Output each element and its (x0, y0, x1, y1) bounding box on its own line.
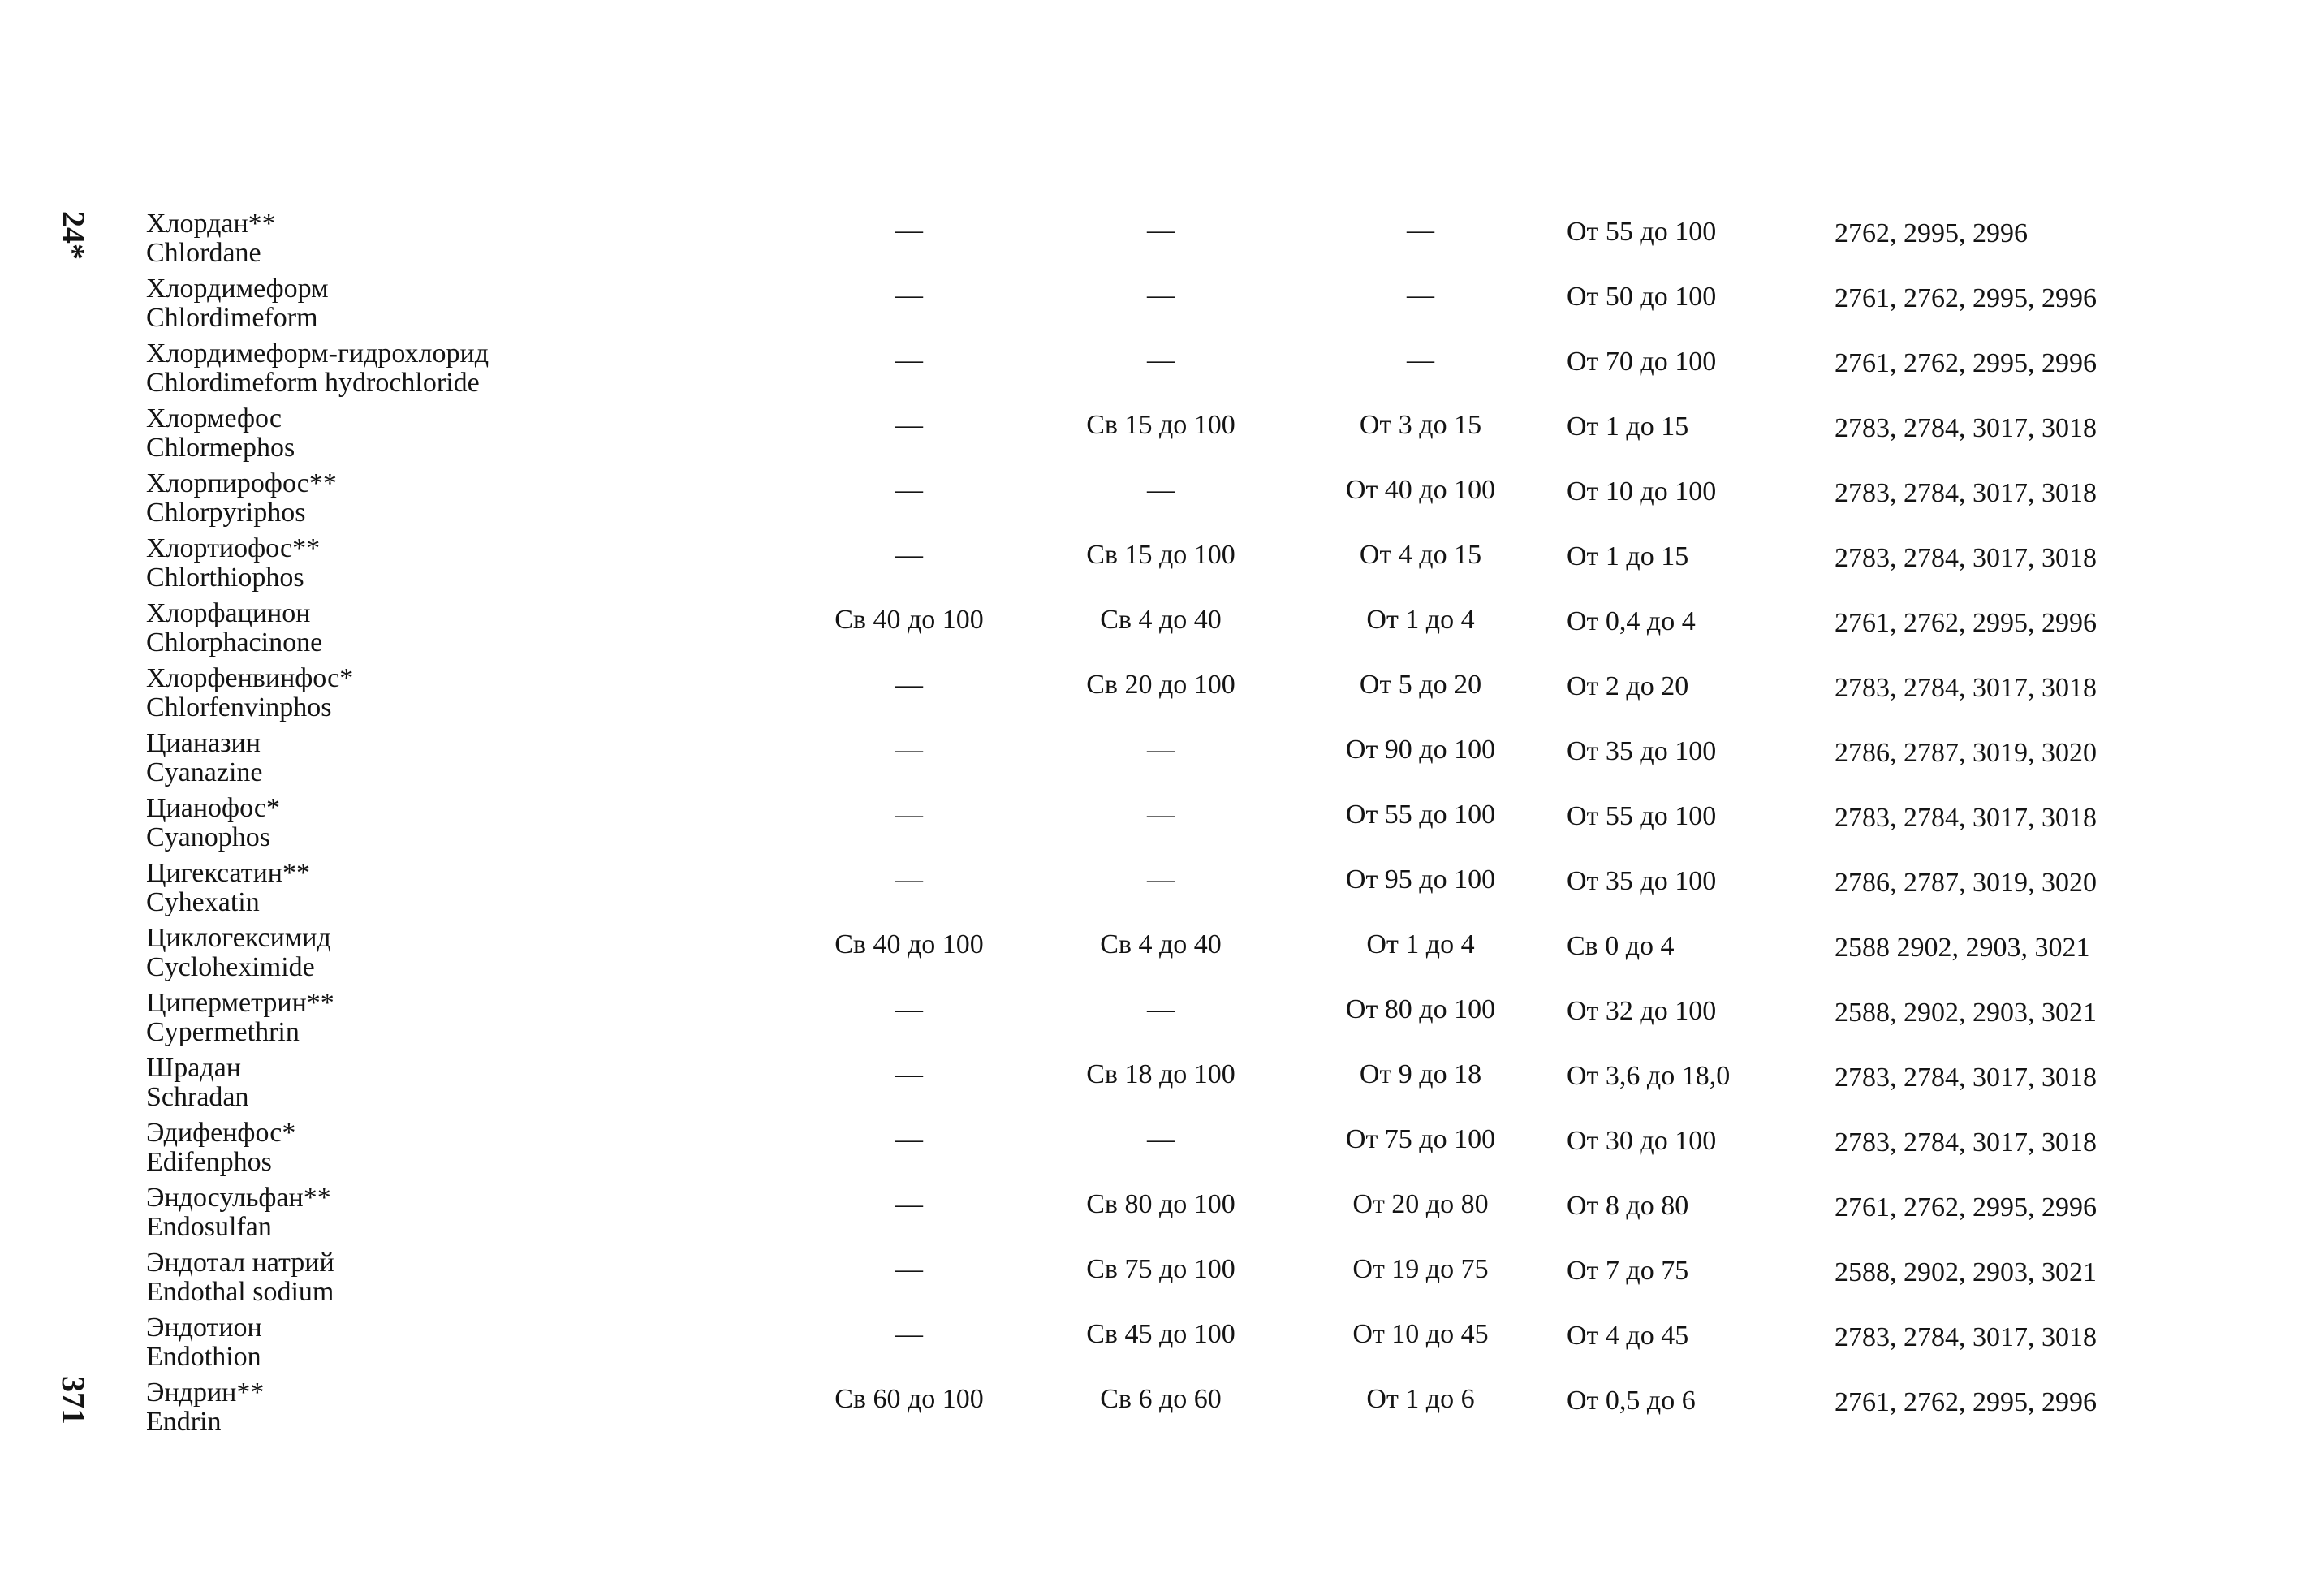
substance-name-en: Chlormephos (146, 433, 295, 463)
class-4-value: От 32 до 100 (1567, 996, 1717, 1026)
table-row (138, 1184, 2184, 1248)
substance-name-ru: Эндотион (146, 1313, 262, 1343)
substance-name-en: Schradan (146, 1082, 249, 1112)
substance-name-en: Endothion (146, 1342, 261, 1372)
class-2-value: Св 4 до 40 (1100, 605, 1222, 635)
substance-name-en: Cycloheximide (146, 952, 315, 982)
class-1-value: — (895, 1254, 923, 1284)
substance-name-en: Chlorfenvinphos (146, 692, 332, 722)
class-1-value: Св 40 до 100 (834, 605, 984, 635)
class-2-value: Св 15 до 100 (1086, 540, 1235, 570)
substance-name-en: Cyanophos (146, 822, 270, 852)
substance-name-ru: Хлортиофос** (146, 533, 321, 563)
class-3-value: От 10 до 45 (1352, 1319, 1489, 1349)
class-2-value: Св 80 до 100 (1086, 1189, 1235, 1219)
substance-name-ru: Цианазин (146, 728, 261, 758)
class-2-value: Св 15 до 100 (1086, 410, 1235, 440)
class-3-value: От 95 до 100 (1345, 864, 1496, 895)
class-2-value: — (1147, 994, 1175, 1024)
class-4-value: От 55 до 100 (1567, 217, 1717, 247)
substance-name (146, 599, 763, 658)
substance-name-ru: Хлордимеформ-гидрохлорид (146, 338, 489, 369)
class-3-value: От 3 до 15 (1359, 410, 1482, 440)
reference-numbers: 2783, 2784, 3017, 3018 (1835, 413, 2097, 443)
substance-name-en: Endothal sodium (146, 1277, 334, 1307)
page-number: 371 (55, 1376, 92, 1425)
substance-name-ru: Хлорфацинон (146, 598, 311, 628)
class-4-value: От 7 до 75 (1567, 1256, 1689, 1286)
substance-name (146, 1313, 763, 1372)
class-3-value: От 20 до 80 (1352, 1189, 1489, 1219)
reference-numbers: 2783, 2784, 3017, 3018 (1835, 673, 2097, 703)
class-1-value: — (895, 280, 923, 310)
class-2-value: Св 4 до 40 (1100, 929, 1222, 959)
class-4-value: От 35 до 100 (1567, 866, 1717, 896)
substance-name (146, 339, 763, 398)
class-4-value: От 4 до 45 (1567, 1321, 1689, 1351)
reference-numbers: 2588 2902, 2903, 3021 (1835, 933, 2090, 963)
class-1-value: — (895, 1189, 923, 1219)
substance-name-ru: Эндрин** (146, 1378, 265, 1408)
class-2-value: — (1147, 864, 1175, 895)
class-2-value: Св 75 до 100 (1086, 1254, 1235, 1284)
class-2-value: — (1147, 735, 1175, 765)
class-4-value: От 10 до 100 (1567, 476, 1717, 507)
substance-name (146, 1184, 763, 1242)
substance-name (146, 1378, 763, 1437)
substance-name (146, 1054, 763, 1112)
reference-numbers: 2588, 2902, 2903, 3021 (1835, 998, 2097, 1028)
page-signature-mark: 24* (55, 211, 92, 260)
substance-name-en: Chlorpyriphos (146, 498, 306, 528)
class-4-value: От 0,4 до 4 (1567, 606, 1696, 636)
substance-name-ru: Хлорфенвинфос* (146, 663, 354, 693)
substance-name-ru: Хлормефос (146, 403, 282, 433)
substance-name-en: Cypermethrin (146, 1017, 300, 1047)
table-row (138, 1119, 2184, 1184)
reference-numbers: 2783, 2784, 3017, 3018 (1835, 478, 2097, 508)
class-4-value: От 35 до 100 (1567, 736, 1717, 766)
class-4-value: От 1 до 15 (1567, 541, 1689, 571)
class-2-value: — (1147, 1124, 1175, 1154)
substance-name-en: Chlorthiophos (146, 563, 304, 593)
table-row (138, 1313, 2184, 1378)
class-3-value: От 4 до 15 (1359, 540, 1482, 570)
class-3-value: От 1 до 4 (1366, 929, 1475, 959)
class-3-value: От 55 до 100 (1345, 800, 1496, 830)
class-1-value: — (895, 475, 923, 505)
class-4-value: От 8 до 80 (1567, 1191, 1689, 1221)
class-3-value: — (1407, 345, 1434, 375)
reference-numbers: 2786, 2787, 3019, 3020 (1835, 738, 2097, 768)
table-row (138, 339, 2184, 404)
substance-name-ru: Цианофос* (146, 793, 281, 823)
substance-name (146, 989, 763, 1047)
class-1-value: — (895, 670, 923, 700)
reference-numbers: 2786, 2787, 3019, 3020 (1835, 868, 2097, 898)
class-2-value: — (1147, 345, 1175, 375)
class-4-value: От 50 до 100 (1567, 282, 1717, 312)
class-1-value: — (895, 410, 923, 440)
table-row (138, 664, 2184, 729)
substance-name (146, 209, 763, 268)
substance-name-ru: Циперметрин** (146, 988, 334, 1018)
table-row (138, 989, 2184, 1054)
substance-name (146, 664, 763, 722)
class-2-value: — (1147, 800, 1175, 830)
substance-name (146, 1248, 763, 1307)
table-row (138, 534, 2184, 599)
table-row (138, 1378, 2184, 1443)
substance-name (146, 274, 763, 333)
class-3-value: От 90 до 100 (1345, 735, 1496, 765)
substance-name-ru: Цигексатин** (146, 858, 310, 888)
class-1-value: — (895, 215, 923, 245)
substance-name (146, 729, 763, 787)
substance-name-en: Edifenphos (146, 1147, 272, 1177)
reference-numbers: 2783, 2784, 3017, 3018 (1835, 1063, 2097, 1093)
class-4-value: От 2 до 20 (1567, 671, 1689, 701)
substance-name (146, 924, 763, 982)
class-4-value: От 30 до 100 (1567, 1126, 1717, 1156)
reference-numbers: 2761, 2762, 2995, 2996 (1835, 1192, 2097, 1222)
class-1-value: — (895, 1124, 923, 1154)
substance-name (146, 469, 763, 528)
substance-name-en: Chlorphacinone (146, 627, 323, 658)
reference-numbers: 2761, 2762, 2995, 2996 (1835, 1387, 2097, 1417)
substance-name-en: Chlordimeform hydrochloride (146, 368, 480, 398)
reference-numbers: 2762, 2995, 2996 (1835, 218, 2028, 248)
substance-name-en: Cyhexatin (146, 887, 260, 917)
substance-name (146, 404, 763, 463)
table-row (138, 794, 2184, 859)
reference-numbers: 2761, 2762, 2995, 2996 (1835, 608, 2097, 638)
reference-numbers: 2761, 2762, 2995, 2996 (1835, 283, 2097, 313)
substance-name-en: Chlordimeform (146, 303, 318, 333)
class-3-value: От 5 до 20 (1359, 670, 1482, 700)
table-row (138, 1054, 2184, 1119)
substance-name (146, 794, 763, 852)
substance-name (146, 1119, 763, 1177)
substance-name-ru: Циклогексимид (146, 923, 331, 953)
table-row (138, 599, 2184, 664)
class-4-value: Св 0 до 4 (1567, 931, 1675, 961)
class-3-value: От 75 до 100 (1345, 1124, 1496, 1154)
class-4-value: От 70 до 100 (1567, 347, 1717, 377)
reference-numbers: 2761, 2762, 2995, 2996 (1835, 348, 2097, 378)
class-4-value: От 3,6 до 18,0 (1567, 1061, 1731, 1091)
class-1-value: — (895, 540, 923, 570)
class-1-value: — (895, 345, 923, 375)
class-3-value: От 40 до 100 (1345, 475, 1496, 505)
class-3-value: От 19 до 75 (1352, 1254, 1489, 1284)
substance-name (146, 859, 763, 917)
class-3-value: От 9 до 18 (1359, 1059, 1482, 1089)
class-3-value: — (1407, 215, 1434, 245)
class-4-value: От 55 до 100 (1567, 801, 1717, 831)
table-row (138, 1248, 2184, 1313)
class-2-value: — (1147, 280, 1175, 310)
substance-name-ru: Эндосульфан** (146, 1183, 331, 1213)
class-3-value: От 1 до 4 (1366, 605, 1475, 635)
class-1-value: — (895, 1319, 923, 1349)
substance-name-en: Chlordane (146, 238, 261, 268)
class-2-value: — (1147, 215, 1175, 245)
class-2-value: Св 45 до 100 (1086, 1319, 1235, 1349)
class-1-value: Св 60 до 100 (834, 1384, 984, 1414)
reference-numbers: 2783, 2784, 3017, 3018 (1835, 1322, 2097, 1352)
table-row (138, 924, 2184, 989)
class-1-value: — (895, 994, 923, 1024)
substance-name-ru: Хлордан** (146, 209, 276, 239)
class-3-value: От 1 до 6 (1366, 1384, 1475, 1414)
table-row (138, 469, 2184, 534)
class-3-value: — (1407, 280, 1434, 310)
table-row (138, 209, 2184, 274)
substance-name-en: Endosulfan (146, 1212, 272, 1242)
class-1-value: Св 40 до 100 (834, 929, 984, 959)
class-1-value: — (895, 864, 923, 895)
substance-name-ru: Эндотал натрий (146, 1248, 334, 1278)
class-1-value: — (895, 735, 923, 765)
reference-numbers: 2783, 2784, 3017, 3018 (1835, 1127, 2097, 1158)
class-2-value: — (1147, 475, 1175, 505)
class-4-value: От 1 до 15 (1567, 412, 1689, 442)
table-row (138, 729, 2184, 794)
reference-numbers: 2588, 2902, 2903, 3021 (1835, 1257, 2097, 1287)
reference-numbers: 2783, 2784, 3017, 3018 (1835, 543, 2097, 573)
table-row (138, 404, 2184, 469)
substance-name-ru: Хлордимеформ (146, 274, 329, 304)
class-1-value: — (895, 800, 923, 830)
reference-numbers: 2783, 2784, 3017, 3018 (1835, 803, 2097, 833)
pesticide-table (138, 209, 2184, 1443)
substance-name-en: Cyanazine (146, 757, 263, 787)
class-4-value: От 0,5 до 6 (1567, 1386, 1696, 1416)
class-3-value: От 80 до 100 (1345, 994, 1496, 1024)
substance-name-ru: Эдифенфос* (146, 1118, 296, 1148)
substance-name (146, 534, 763, 593)
substance-name-ru: Хлорпирофос** (146, 468, 337, 498)
substance-name-en: Endrin (146, 1407, 222, 1437)
substance-name-ru: Шрадан (146, 1053, 241, 1083)
class-2-value: Св 6 до 60 (1100, 1384, 1222, 1414)
table-row (138, 859, 2184, 924)
class-2-value: Св 20 до 100 (1086, 670, 1235, 700)
class-1-value: — (895, 1059, 923, 1089)
class-2-value: Св 18 до 100 (1086, 1059, 1235, 1089)
table-row (138, 274, 2184, 339)
